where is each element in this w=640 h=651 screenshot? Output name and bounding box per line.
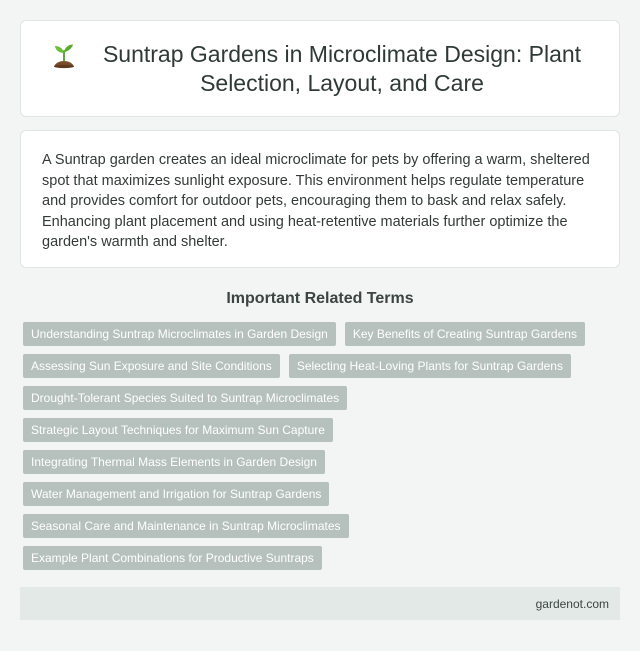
term-tag[interactable]: Integrating Thermal Mass Elements in Garden Design: [23, 450, 325, 474]
seedling-icon: [48, 40, 80, 72]
term-tag[interactable]: Selecting Heat-Loving Plants for Suntrap Gardens: [289, 354, 571, 378]
term-tag[interactable]: Key Benefits of Creating Suntrap Gardens: [345, 322, 585, 346]
related-terms-list: [20, 322, 620, 578]
term-tag[interactable]: Water Management and Irrigation for Suntrap Gardens: [23, 482, 329, 506]
footer-site-link[interactable]: gardenot.com: [535, 596, 609, 611]
page-title: Suntrap Gardens in Microclimate Design: Plant Selection, Layout, and Care: [102, 40, 582, 96]
related-terms-heading: Important Related Terms: [226, 290, 414, 307]
term-tag[interactable]: Understanding Suntrap Microclimates in Garden Design: [23, 322, 336, 346]
intro-card: [20, 130, 620, 268]
term-tag[interactable]: Example Plant Combinations for Productive Suntraps: [23, 546, 322, 570]
term-tag[interactable]: Seasonal Care and Maintenance in Suntrap Microclimates: [23, 514, 349, 538]
footer: [20, 587, 620, 620]
title-card: [20, 20, 620, 117]
term-tag[interactable]: Strategic Layout Techniques for Maximum Sun Capture: [23, 418, 333, 442]
title-wrap: [48, 40, 592, 98]
intro-paragraph: A Suntrap garden creates an ideal microclimate for pets by offering a warm, sheltered spot that maximizes sunlight exposure. This environment helps regulate temperature and provides comfort for outdoor pets, encouraging them to bask and relax safely. Enhancing plant placement and using heat-retentive materials further optimize the garden's warmth and shelter.: [42, 152, 590, 250]
term-tag[interactable]: Assessing Sun Exposure and Site Conditions: [23, 354, 280, 378]
term-tag[interactable]: Drought-Tolerant Species Suited to Suntrap Microclimates: [23, 386, 347, 410]
